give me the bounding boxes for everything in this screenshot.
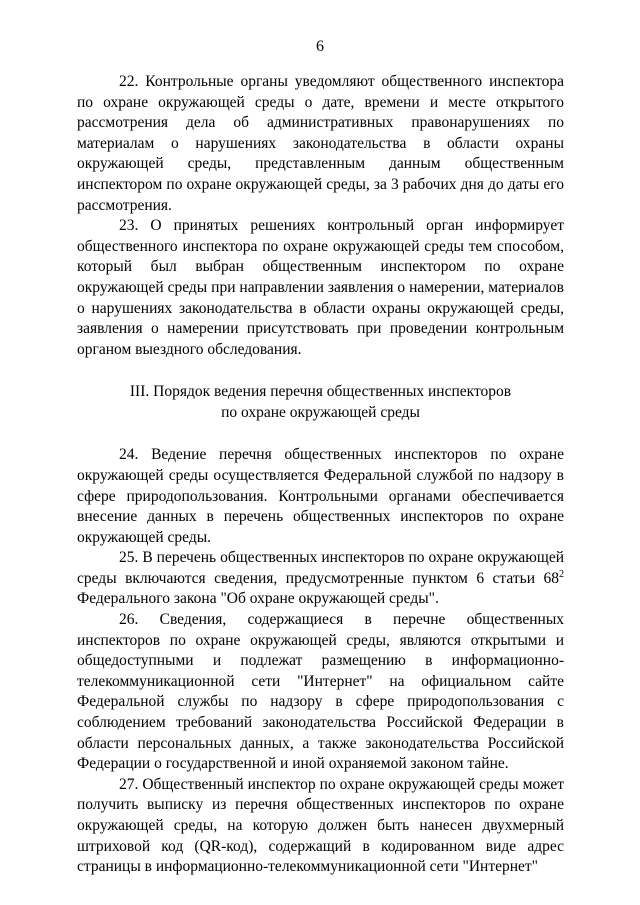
paragraph-23: 23. О принятых решениях контрольный орган информирует общественного инспектора по охране окружающей среды тем способом, который был выбран общественным инспектором по охране окружающей среды при направлении заявления о намерении, материалов о нарушениях законодательства в области охраны окружающей среды, заявления о намерении присутствовать при проведении контрольным органом выездного обследования. <box>77 217 564 358</box>
paragraph-25-text: 25. В перечень общественных инспекторов по охране окружающей среды включаются сведения, предусмотренные пунктом 6 статьи 68 <box>77 549 564 587</box>
section-heading-line-2: по охране окружающей среды <box>221 404 420 422</box>
paragraph-27: 27. Общественный инспектор по охране окружающей среды может получить выписку из перечня общественных инспекторов по охране окружающей среды, на которую должен быть нанесен двухмерный штриховой код (QR-код), содержащий в кодированном виде адрес страницы в информационно-телекоммуникационной сети "Интернет" <box>77 775 564 876</box>
spacer <box>77 360 564 381</box>
document-body <box>77 72 564 878</box>
section-heading-line-1: III. Порядок ведения перечня общественных инспекторов <box>129 383 512 401</box>
paragraph-26: 26. Сведения, содержащиеся в перечне общественных инспекторов по охране окружающей среды, являются открытыми и общедоступными и подлежат размещению в информационно-телекоммуникационной сети "Интернет" на официальном сайте Федеральной службы по надзору в сфере природопользования с соблюдением требований законодательства Российской Федерации в области персональных данных, а также законодательства Российской Федерации о государственной и иной охраняемой законом тайне. <box>77 611 564 773</box>
article-superscript: 2 <box>559 568 564 580</box>
paragraph-22: 22. Контрольные органы уведомляют общественного инспектора по охране окружающей среды о дате, времени и месте открытого рассмотрения дела об административных правонарушениях по материалам о нарушениях законодательства в области охраны окружающей среды, представленным данным общественным инспектором по охране окружающей среды, за 3 рабочих дня до даты его рассмотрения. <box>77 73 564 214</box>
paragraph-25-text-end: Федерального закона "Об охране окружающей среды". <box>77 590 439 608</box>
paragraph-24: 24. Ведение перечня общественных инспекторов по охране окружающей среды осуществляется Федеральной службой по надзору в сфере природопользования. Контрольными органами обеспечивается внесение данных в перечень общественных инспекторов по охране окружающей среды. <box>77 446 564 546</box>
paragraph-25 <box>77 548 564 610</box>
page-number: 6 <box>316 38 324 55</box>
spacer <box>77 423 564 445</box>
